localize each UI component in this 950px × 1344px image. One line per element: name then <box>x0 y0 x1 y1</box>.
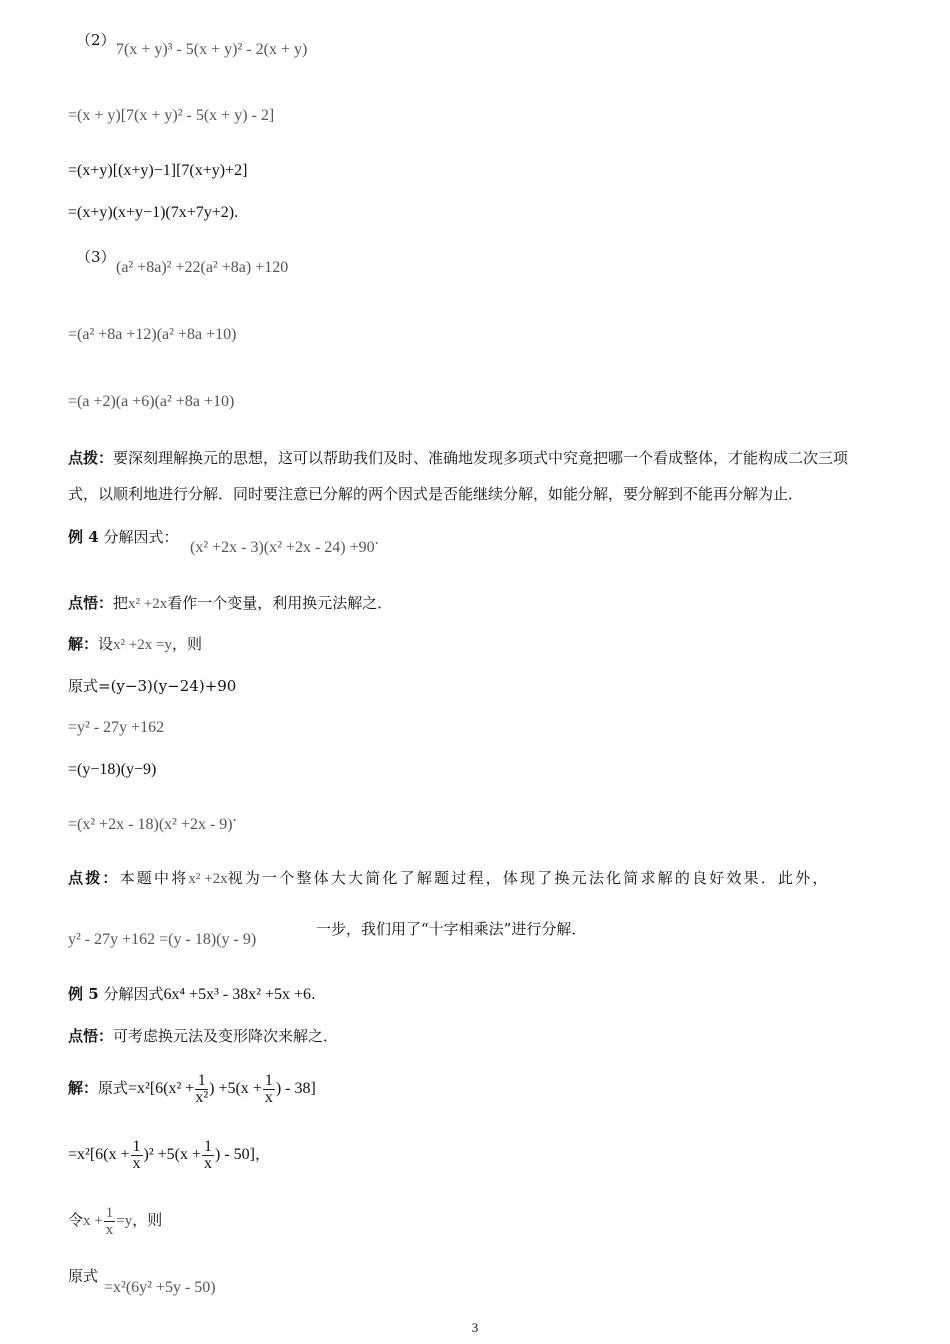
text: ，则 <box>171 635 202 653</box>
expression: x² +2x <box>188 871 228 887</box>
example-4-expression <box>190 531 379 558</box>
expression: 6x⁴ +5x³ - 38x² +5x +6 <box>163 986 312 1003</box>
step-line: =(x+y)[(x+y)−1][7(x+y)+2] <box>68 162 248 179</box>
tip-heading: 点拨： <box>68 869 120 887</box>
text: 可考虑换元法及变形降次来解之． <box>113 1027 339 1045</box>
tip-paragraph <box>68 868 830 889</box>
tip-paragraph <box>68 448 848 468</box>
step-line: =y² - 27y +162 <box>68 719 165 736</box>
text: 看作一个变量，利用换元法解之． <box>167 594 393 612</box>
example-label: 例 4 <box>68 528 99 546</box>
step-line: =(a +2)(a +6)(a² +8a +10) <box>68 393 235 410</box>
denominator: x <box>204 1154 212 1172</box>
substitution-line <box>68 1200 162 1241</box>
expression: ) - 38] <box>275 1080 316 1097</box>
punct: . <box>311 985 316 1003</box>
tip-text: 一步，我们用了“十字相乘法”进行分解． <box>316 920 587 938</box>
step-line: 原式=(y−3)(y−24)+90 <box>68 677 237 695</box>
expression: ) +5(x + <box>209 1080 262 1097</box>
step-line <box>68 808 237 835</box>
solution-line <box>68 634 202 655</box>
insight-line <box>68 593 392 614</box>
expression: )² +5(x + <box>143 1146 201 1163</box>
expression: =y <box>116 1213 133 1229</box>
numerator: 1 <box>132 1137 141 1155</box>
text: 令 <box>68 1211 84 1229</box>
expression-2: 7(x + y)³ - 5(x + y)² - 2(x + y) <box>116 41 308 58</box>
solution-heading: 解： <box>68 635 99 653</box>
text: 视为一个整体大大简化了解题过程，体现了换元法化简求解的良好效果．此外， <box>227 869 830 887</box>
numerator: 1 <box>105 1204 114 1221</box>
fraction <box>195 1073 208 1106</box>
expression: x² +2x <box>128 596 168 612</box>
tip-paragraph-cont: 式，以顺利地进行分解．同时要注意已分解的两个因式是否能继续分解，如能分解，要分解到不能再分解为止． <box>68 485 804 503</box>
page-number: 3 <box>471 1320 479 1335</box>
expression-3: (a² +8a)² +22(a² +8a) +120 <box>116 259 289 276</box>
fraction <box>202 1139 214 1172</box>
punct: . <box>374 531 379 548</box>
solution-heading: 解： <box>68 1079 99 1097</box>
step-line: =(x+y)(x+y−1)(7x+7y+2). <box>68 204 239 221</box>
fraction <box>131 1139 143 1172</box>
text: 本题中将 <box>119 869 189 887</box>
text: 把 <box>113 594 129 612</box>
denominator: x <box>132 1154 141 1172</box>
example-text: 分解因式 <box>103 985 164 1003</box>
punct: ， <box>254 1145 270 1163</box>
numerator: 1 <box>264 1071 273 1089</box>
step-line: =(x + y)[7(x + y)² - 5(x + y) - 2] <box>68 107 275 124</box>
example-text: 分解因式： <box>103 528 179 546</box>
expression: ) - 50] <box>215 1146 255 1163</box>
numerator: 1 <box>204 1137 212 1155</box>
tip-expression: y² - 27y +162 =(y - 18)(y - 9) <box>68 931 257 948</box>
punct: . <box>232 808 237 825</box>
denominator: x <box>105 1221 114 1238</box>
expression: =(x² +2x - 18)(x² +2x - 9) <box>68 816 233 833</box>
fraction <box>104 1205 116 1238</box>
example-4-heading <box>68 527 178 547</box>
text: 设 <box>98 635 114 653</box>
expression: =x²[6(x² + <box>128 1080 195 1097</box>
item-label-3: （3） <box>76 248 116 266</box>
expression: =x²[6(x + <box>68 1146 130 1163</box>
expression: (x² +2x - 3)(x² +2x - 24) +90 <box>190 539 375 556</box>
denominator: x <box>264 1088 273 1106</box>
expression: x² +2x =y <box>113 637 172 653</box>
text: 原式 <box>98 1079 129 1097</box>
insight-heading: 点悟： <box>68 1027 114 1045</box>
example-label: 例 5 <box>68 985 99 1003</box>
result-label: 原式 <box>68 1267 99 1285</box>
result-expression: =x²(6y² +5y - 50) <box>104 1279 216 1296</box>
fraction <box>263 1073 275 1106</box>
denominator: x² <box>195 1088 209 1106</box>
step-line: =(a² +8a +12)(a² +8a +10) <box>68 326 237 343</box>
numerator: 1 <box>195 1073 208 1090</box>
insight-line <box>68 1026 338 1046</box>
step-line: =(y−18)(y−9) <box>68 761 157 778</box>
tip-text: 要深刻理解换元的思想，这可以帮助我们及时、准确地发现多项式中究竟把哪一个看成整体，才能构成二次三项 <box>113 449 849 467</box>
tip-heading: 点拨： <box>68 449 114 467</box>
example-5-heading <box>68 984 316 1005</box>
item-label-2: （2） <box>76 31 116 49</box>
insight-heading: 点悟： <box>68 594 114 612</box>
step-line <box>68 1134 270 1175</box>
solution-line <box>68 1068 316 1109</box>
expression: x + <box>83 1213 103 1229</box>
text: ，则 <box>132 1211 163 1229</box>
